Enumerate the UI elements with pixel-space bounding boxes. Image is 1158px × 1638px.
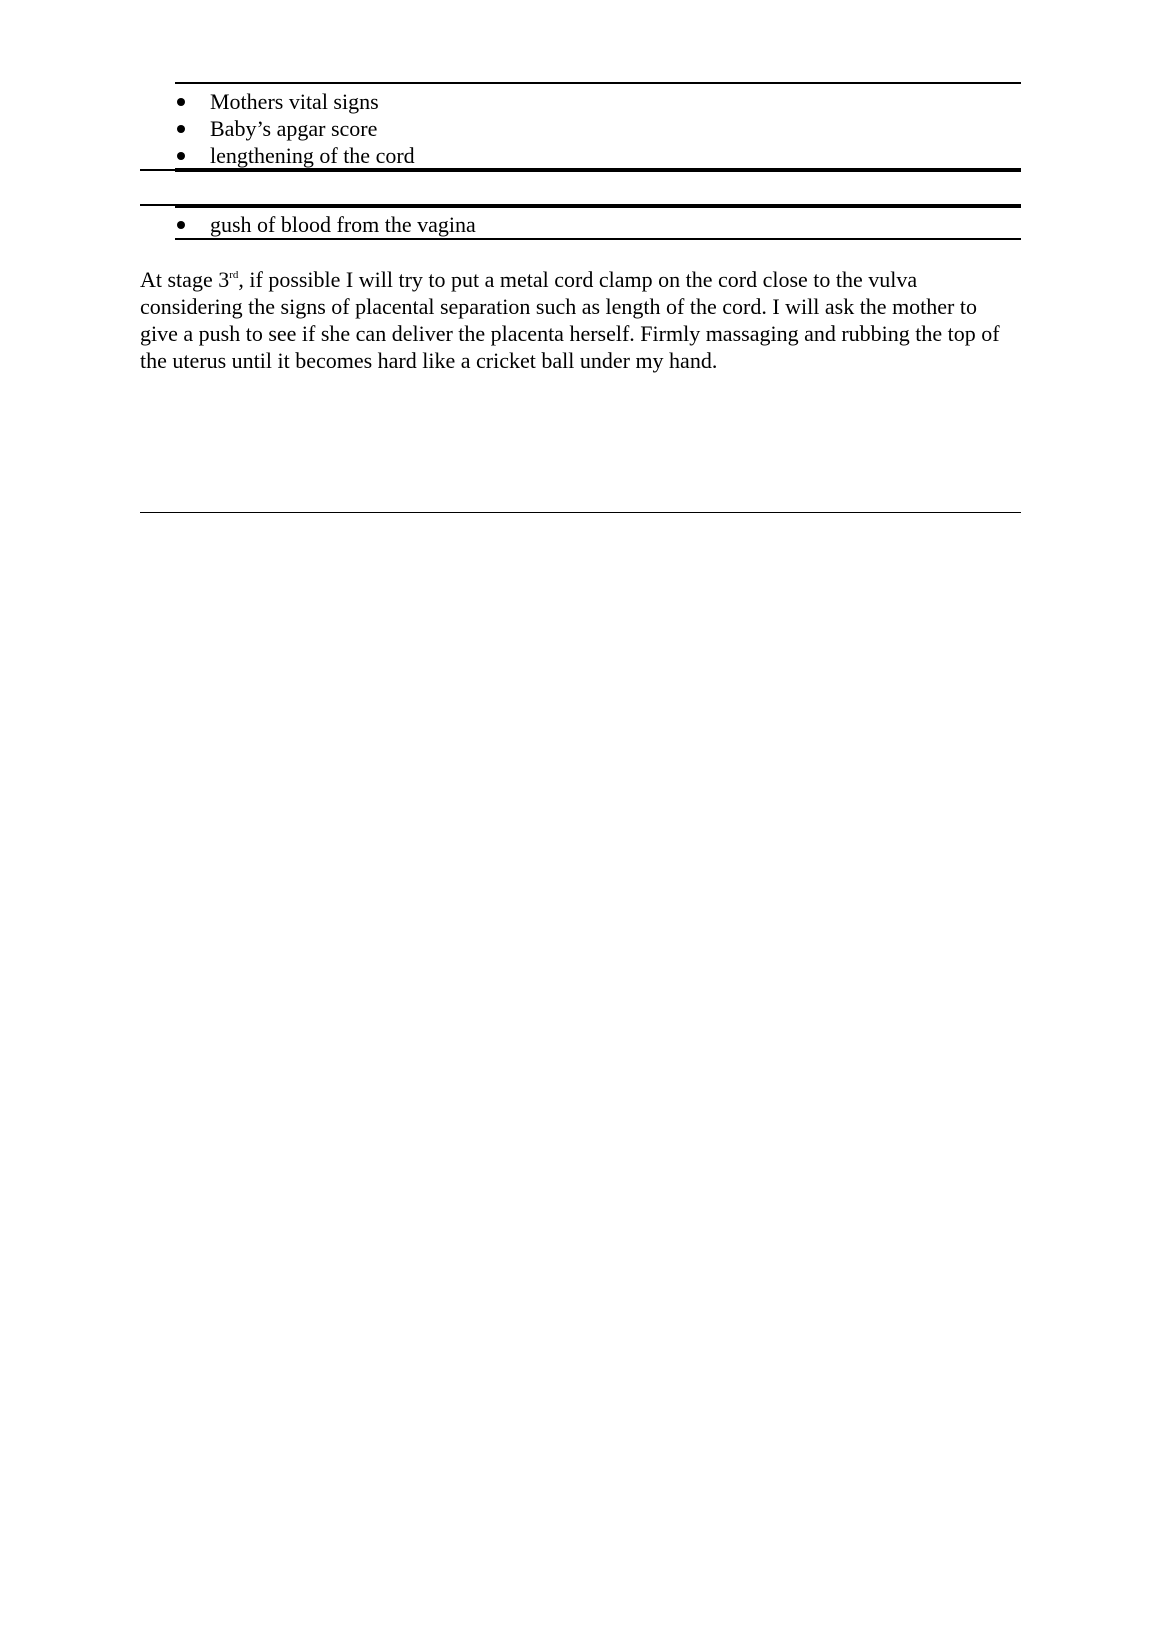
list-item-text: Baby’s apgar score [210, 116, 378, 141]
table-border-top [175, 82, 1021, 84]
paragraph-lead: At stage 3 [140, 267, 230, 292]
ordinal-superscript: rd [229, 269, 239, 281]
body-paragraph [140, 266, 1020, 374]
table-border-top [175, 204, 1021, 208]
list-item-text: gush of blood from the vagina [210, 212, 476, 237]
table-border-bottom [175, 238, 1021, 240]
table-border-left-stub [140, 169, 176, 171]
table-border-left-stub [140, 204, 176, 206]
horizontal-divider [140, 512, 1021, 513]
paragraph-rest: , if possible I will try to put a metal cord clamp on the cord close to the vulva considering the signs of placental separation such as length of the cord. I will ask the mother to give a push to see if she can deliver the placenta herself. Firmly massaging and rubbing the top of the uterus until it becomes hard like a cricket ball under my hand. [140, 267, 1000, 373]
list-item-text: lengthening of the cord [210, 143, 415, 168]
table-border-bottom [175, 168, 1021, 172]
list-item-text: Mothers vital signs [210, 89, 379, 114]
